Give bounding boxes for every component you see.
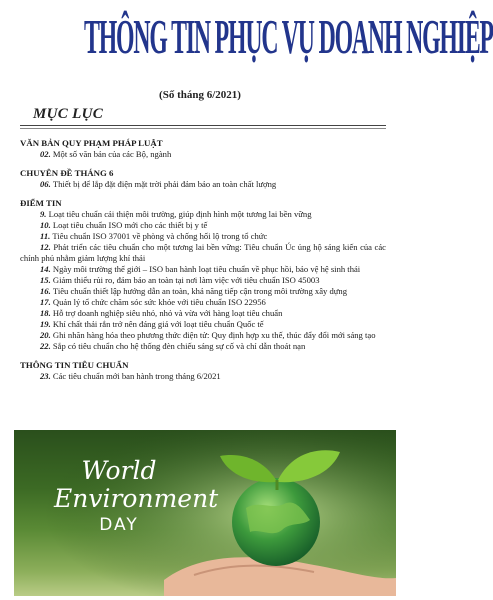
toc-item[interactable]: 14. Ngày môi trường thế giới – ISO ban hành loạt tiêu chuẩn về phục hồi, bảo vệ hệ sinh thái bbox=[40, 264, 361, 274]
toc-item-number: 20 bbox=[40, 330, 49, 340]
toc-item-text: Tiêu chuẩn thiết lập hướng dẫn an toàn, khả năng tiếp cận trong môi trường xây dựng bbox=[52, 286, 347, 296]
toc-item[interactable]: 11. Tiêu chuẩn ISO 37001 về phòng và chống hối lộ trong tổ chức bbox=[40, 231, 268, 241]
toc-item-text: Tiêu chuẩn ISO 37001 về phòng và chống hối lộ trong tổ chức bbox=[52, 231, 268, 241]
toc-item[interactable]: 10. Loạt tiêu chuẩn ISO mới cho các thiết bị y tế bbox=[40, 220, 208, 230]
toc-divider-thin bbox=[20, 128, 386, 129]
toc-item-text: Một số văn bản của các Bộ, ngành bbox=[52, 149, 172, 159]
image-text-line: DAY bbox=[99, 515, 139, 535]
toc-item-text: Khí chất thải rắn trở nên đáng giá với loạt tiêu chuẩn Quốc tế bbox=[52, 319, 264, 329]
toc-item-text: Hỗ trợ doanh nghiệp siêu nhỏ, nhỏ và vừa với hàng loạt tiêu chuẩn bbox=[52, 308, 283, 318]
toc-item-number: 14 bbox=[40, 264, 49, 274]
toc-item-number: 12 bbox=[40, 242, 49, 252]
toc-item[interactable]: 20. Ghi nhãn hàng hóa theo phương thức điện tử: Quy định hợp xu thế, thúc đẩy đổi mới sáng tạo bbox=[40, 330, 376, 340]
toc-item-number: 17 bbox=[40, 297, 49, 307]
image-text-line: World bbox=[81, 456, 157, 485]
toc-section-title: VĂN BẢN QUY PHẠM PHÁP LUẬT bbox=[20, 138, 163, 148]
toc-item[interactable]: 9. Loạt tiêu chuẩn cải thiện môi trường, giúp định hình một tương lai bền vững bbox=[40, 209, 312, 219]
toc-item-text: Ghi nhãn hàng hóa theo phương thức điện tử: Quy định hợp xu thế, thúc đẩy đổi mới sáng tạo bbox=[52, 330, 376, 340]
newsletter-title: THÔNG TIN PHỤC VỤ DOANH NGHIỆP bbox=[84, 9, 493, 64]
world-environment-day-image bbox=[14, 430, 396, 596]
toc-item-text: Phát triển các tiêu chuẩn cho một tương lai bền vững: Tiêu chuẩn Úc ủng hộ sáng kiến của các chính phủ nhằm giảm lượng khí thải bbox=[20, 242, 387, 263]
toc-item-number: 23 bbox=[40, 371, 49, 381]
toc-divider bbox=[20, 125, 386, 126]
toc-item-number: 06 bbox=[40, 179, 49, 189]
toc-item-text: Sắp có tiêu chuẩn cho hệ thống đèn chiếu sáng sự cố và chỉ dẫn thoát nạn bbox=[52, 341, 306, 351]
toc-item-number: 18 bbox=[40, 308, 49, 318]
toc-item-number: 22 bbox=[40, 341, 49, 351]
toc-item[interactable]: 15. Giảm thiểu rủi ro, đảm bảo an toàn tại nơi làm việc với tiêu chuẩn ISO 45003 bbox=[40, 275, 320, 285]
toc-item-text: Quản lý tổ chức chăm sóc sức khỏe với tiêu chuẩn ISO 22956 bbox=[52, 297, 266, 307]
image-text-line: Environment bbox=[54, 484, 219, 513]
toc-item[interactable]: 23. Các tiêu chuẩn mới ban hành trong tháng 6/2021 bbox=[40, 371, 221, 381]
toc-item[interactable]: 17. Quản lý tổ chức chăm sóc sức khỏe với tiêu chuẩn ISO 22956 bbox=[40, 297, 266, 307]
toc-item-number: 11 bbox=[40, 231, 49, 241]
toc-item-text: Ngày môi trường thế giới – ISO ban hành loạt tiêu chuẩn về phục hồi, bảo vệ hệ sinh thái bbox=[52, 264, 361, 274]
toc-item-text: Các tiêu chuẩn mới ban hành trong tháng 6/2021 bbox=[52, 371, 221, 381]
toc-item-number: 16 bbox=[40, 286, 49, 296]
issue-label: (Số tháng 6/2021) bbox=[159, 89, 241, 101]
toc-item-text: Giảm thiểu rủi ro, đảm bảo an toàn tại nơi làm việc với tiêu chuẩn ISO 45003 bbox=[52, 275, 320, 285]
toc-item-text: Loạt tiêu chuẩn cải thiện môi trường, giúp định hình một tương lai bền vững bbox=[48, 209, 312, 219]
toc-item-number: 10 bbox=[40, 220, 49, 230]
toc-item[interactable]: 19. Khí chất thải rắn trở nên đáng giá với loạt tiêu chuẩn Quốc tế bbox=[40, 319, 264, 329]
toc-item[interactable]: 06. Thiết bị để lắp đặt điện mặt trời phải đảm bảo an toàn chất lượng bbox=[40, 179, 277, 189]
toc-item-number: 19 bbox=[40, 319, 49, 329]
toc-section-title: THÔNG TIN TIÊU CHUẨN bbox=[20, 360, 129, 370]
toc-item[interactable]: 18. Hỗ trợ doanh nghiệp siêu nhỏ, nhỏ và vừa với hàng loạt tiêu chuẩn bbox=[40, 308, 283, 318]
toc-item[interactable]: 16. Tiêu chuẩn thiết lập hướng dẫn an toàn, khả năng tiếp cận trong môi trường xây dựng bbox=[40, 286, 347, 296]
toc-item-number: 15 bbox=[40, 275, 49, 285]
toc-section-title: ĐIỂM TIN bbox=[20, 198, 62, 208]
toc-item[interactable]: 22. Sắp có tiêu chuẩn cho hệ thống đèn chiếu sáng sự cố và chỉ dẫn thoát nạn bbox=[40, 341, 306, 351]
toc-section-title: CHUYÊN ĐỀ THÁNG 6 bbox=[20, 168, 114, 178]
toc-item[interactable]: 12. Phát triển các tiêu chuẩn cho một tương lai bền vững: Tiêu chuẩn Úc ủng hộ sáng kiến của các chính phủ nhằm giảm lượng khí thải bbox=[20, 242, 387, 263]
toc-item[interactable]: 02. Một số văn bản của các Bộ, ngành bbox=[40, 149, 172, 159]
toc-item-number: 9 bbox=[40, 209, 45, 219]
toc-heading: MỤC LỤC bbox=[33, 106, 104, 122]
toc-item-text: Loạt tiêu chuẩn ISO mới cho các thiết bị y tế bbox=[52, 220, 208, 230]
world-environment-day-text bbox=[54, 456, 219, 537]
toc-item-text: Thiết bị để lắp đặt điện mặt trời phải đảm bảo an toàn chất lượng bbox=[52, 179, 277, 189]
toc-item-number: 02 bbox=[40, 149, 49, 159]
toc-content bbox=[20, 136, 386, 382]
